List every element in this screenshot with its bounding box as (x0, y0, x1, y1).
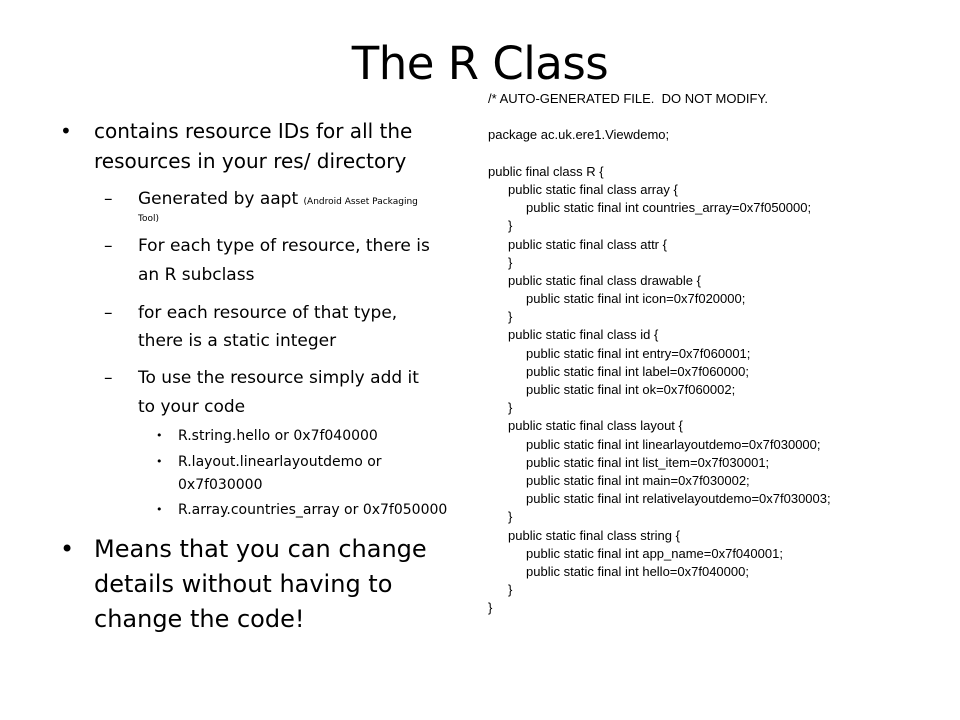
dash-marker: – (104, 189, 113, 209)
bullet-marker: • (156, 503, 163, 516)
code-line: public static final int app_name=0x7f040001; (526, 545, 783, 561)
sub-sub-bullet-text: R.string.hello or 0x7f040000 (178, 428, 378, 444)
code-line: public static final int hello=0x7f040000; (526, 563, 749, 579)
sub-bullet-text: an R subclass (138, 265, 255, 285)
sub-bullet-main-text: Generated by aapt (138, 189, 304, 209)
code-line: } (508, 309, 513, 325)
code-line: public static final class array { (508, 181, 678, 197)
code-line: public static final int main=0x7f030002; (526, 472, 750, 488)
slide-title: The R Class (351, 37, 609, 90)
code-blank-line (488, 108, 948, 126)
sub-bullet-text (138, 186, 418, 215)
code-line: public static final class layout { (508, 418, 683, 434)
code-line: public static final int countries_array=0x7f050000; (526, 200, 812, 216)
sub-sub-bullet-text: R.layout.linearlayoutdemo or (178, 454, 382, 470)
sub-sub-bullet-text: R.array.countries_array or 0x7f050000 (178, 502, 448, 518)
sub-bullet-text: for each resource of that type, (138, 303, 398, 323)
sub-bullet-text: to your code (138, 397, 246, 417)
code-line: public static final int list_item=0x7f030001; (526, 454, 770, 470)
sub-bullet-text: there is a static integer (138, 331, 337, 351)
code-line: } (508, 509, 513, 525)
bullet-marker: • (156, 455, 163, 468)
code-line: public static final class string { (508, 527, 680, 543)
sub-bullet-text: To use the resource simply add it (138, 368, 419, 388)
code-line: package ac.uk.ere1.Viewdemo; (488, 127, 670, 143)
code-line: public static final int relativelayoutdemo=0x7f030003; (526, 491, 831, 507)
code-line: public static final int label=0x7f060000; (526, 363, 749, 379)
bullet-text: resources in your res/ directory (94, 149, 407, 173)
code-line: public static final int linearlayoutdemo=0x7f030000; (526, 436, 821, 452)
code-line: public final class R { (488, 163, 604, 179)
code-line: public static final int ok=0x7f060002; (526, 382, 736, 397)
code-blank-line (488, 145, 948, 163)
bullet-marker: • (156, 429, 163, 442)
sub-sub-bullet-text: 0x7f030000 (178, 477, 263, 493)
code-line: public static final class drawable { (508, 272, 701, 288)
code-line: } (488, 600, 493, 616)
dash-marker: – (104, 368, 113, 388)
code-line: } (508, 254, 513, 270)
sub-bullet-text: For each type of resource, there is (138, 236, 430, 256)
code-line: } (508, 582, 513, 598)
bullet-text: details without having to (94, 570, 393, 598)
bullet-text: Means that you can change (94, 535, 427, 563)
sub-bullet-small-text: Tool) (138, 214, 159, 224)
code-line: } (508, 400, 513, 416)
code-line: } (508, 218, 513, 234)
bullet-marker: • (60, 535, 75, 563)
code-line: public static final class id { (508, 327, 659, 343)
sub-bullet-small-text: (Android Asset Packaging (303, 197, 418, 207)
bullet-text: change the code! (94, 605, 305, 633)
code-line: /* AUTO-GENERATED FILE. DO NOT MODIFY. (488, 91, 769, 106)
bullet-text: contains resource IDs for all the (94, 119, 413, 143)
code-line: public static final int entry=0x7f060001; (526, 345, 751, 361)
bullet-marker: • (60, 119, 72, 143)
dash-marker: – (104, 303, 113, 323)
dash-marker: – (104, 236, 113, 256)
code-line: public static final int icon=0x7f020000; (526, 291, 746, 307)
code-listing (488, 90, 948, 617)
code-line: public static final class attr { (508, 236, 667, 252)
